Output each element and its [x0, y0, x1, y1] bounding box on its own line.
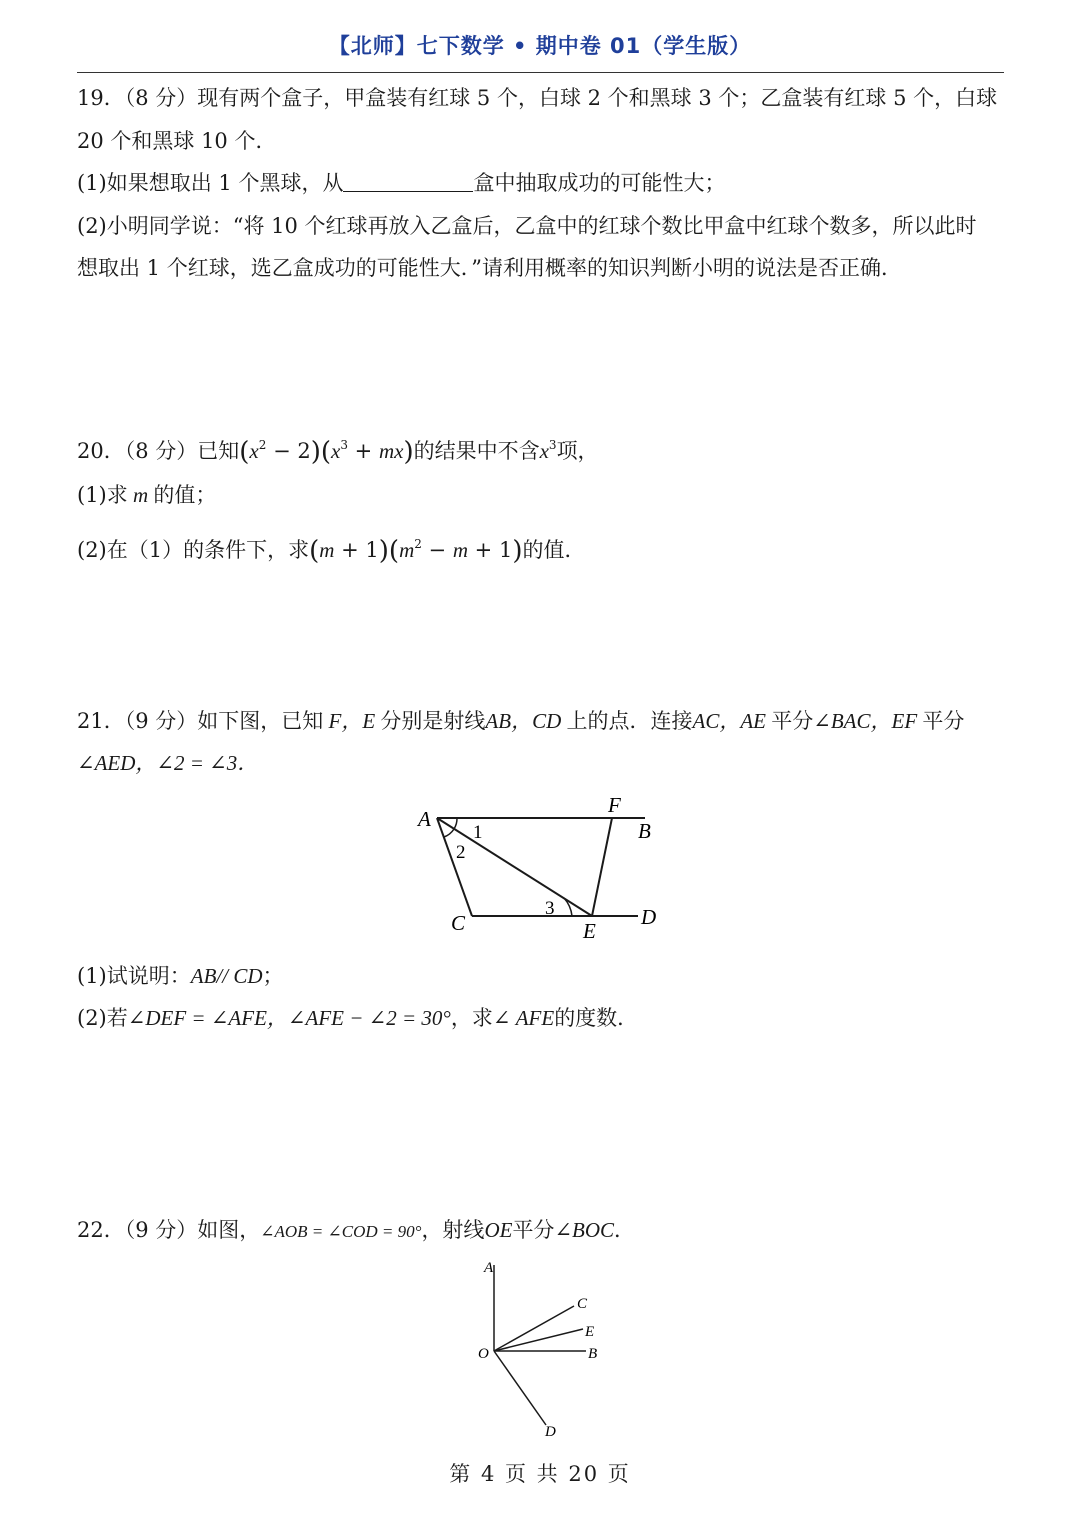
q19-stem-line1: 19．（8 分）现有两个盒子，甲盒装有红球 5 个，白球 2 个和黑球 3 个；乙盒装有红球 5 个，白球	[77, 86, 998, 110]
q21-angle-arc-2	[444, 829, 454, 837]
q19-part1-text-b: 盒中抽取成功的可能性大；	[473, 171, 726, 195]
q22-label-b: B	[588, 1346, 598, 1362]
q21-label-d: D	[641, 905, 657, 929]
q21-part2	[77, 1003, 638, 1033]
q21-part2-e: 的度数．	[554, 1006, 639, 1030]
q20-prefix: 20．（8 分）已知	[77, 439, 240, 463]
q21-stem-line2: ∠AED，∠2 = ∠3．	[77, 751, 259, 775]
q22-text-f: ∠BOC	[554, 1218, 615, 1242]
q20-tail2: 项，	[556, 439, 599, 463]
q19-stem-line2: 20 个和黑球 10 个．	[77, 129, 277, 153]
q21-part2-a: (2)若	[77, 1006, 128, 1030]
q21-stem-line1: 21．（9 分）如下图，已知 F，E 分别是射线AB，CD 上的点．连接AC，AE 平分∠BAC，EF 平分	[77, 709, 965, 733]
q20-part1-a: (1)求	[77, 483, 128, 507]
q21-label-a: A	[418, 807, 431, 831]
q22-text-d: OE	[484, 1218, 513, 1242]
q21-label-e: E	[583, 919, 596, 943]
q20-part2-a: (2)在（1）的条件下，求	[77, 538, 310, 562]
q21-text-e: 平分	[922, 709, 965, 733]
q21-part2-b: ∠DEF = ∠AFE，∠AFE − ∠2 = 30°	[127, 1006, 451, 1030]
q19-part1	[77, 168, 725, 198]
header-divider	[77, 72, 1004, 73]
q20-part1: (1)求 m 的值；	[77, 483, 217, 507]
q21-angle-label-3: 3	[545, 898, 555, 919]
q21-part1-c: ；	[262, 964, 284, 988]
q21-text-d: 平分	[771, 709, 814, 733]
q21-part1-b: AB// CD	[190, 964, 263, 988]
q22-label-a: A	[484, 1260, 494, 1276]
page-header: 【北师】七下数学 • 期中卷 01（学生版）	[328, 34, 752, 58]
q20-stem: 20．（8 分）已知$(x^2 - 2)(x^3 + mx)$的结果中不含$x^3$项，	[77, 437, 599, 467]
q22-label-d: D	[545, 1424, 556, 1440]
q22-ray-oe	[494, 1329, 583, 1351]
q21-text-a: 21．（9 分）如下图，已知	[77, 709, 324, 733]
q22-text-a: 22．（9 分）如图，	[77, 1218, 261, 1242]
q20-part1-b: 的值；	[153, 483, 217, 507]
q21-part1	[77, 961, 284, 991]
q21-label-f: F	[608, 793, 621, 817]
q21-angle-label-1: 1	[473, 822, 483, 843]
q20-part2-expression: $(m + 1)(m^2 - m + 1)$	[309, 536, 523, 566]
q21-figure	[400, 790, 680, 950]
q22-text-b: ∠AOB = ∠COD = 90°	[260, 1222, 422, 1241]
q21-angle-label-2: 2	[456, 842, 466, 863]
q20-part2	[77, 529, 585, 566]
q22-text-c: ，射线	[421, 1218, 485, 1242]
q21-label-c: C	[451, 911, 466, 935]
q22-text-g: ．	[614, 1218, 636, 1242]
q22-label-c: C	[577, 1296, 588, 1312]
q20-expression: $(x^2 - 2)(x^3 + mx)$	[239, 437, 414, 467]
q21-angle-arc-1	[454, 818, 457, 829]
q22-figure	[470, 1255, 620, 1445]
q21-segment-ac	[437, 818, 472, 916]
q21-part1-a: (1)试说明：	[77, 964, 191, 988]
q21-part2-c: ，求	[450, 1006, 493, 1030]
q20-tail: 的结果中不含	[413, 439, 540, 463]
q20-part2-b: 的值．	[522, 538, 586, 562]
q21-text-b: 分别是射线	[380, 709, 486, 733]
q21-label-b: B	[638, 819, 651, 843]
q21-text-c: 上的点．连接	[566, 709, 693, 733]
q22-text-e: 平分	[512, 1218, 555, 1242]
q22-label-e: E	[585, 1324, 595, 1340]
q20-x3: x	[539, 439, 549, 463]
q19-part2-line2: 想取出 1 个红球，选乙盒成功的可能性大．”请利用概率的知识判断小明的说法是否正确．	[77, 256, 902, 280]
page-footer: 第 4 页 共 20 页	[449, 1462, 631, 1486]
q22-ray-oc	[494, 1306, 574, 1351]
q22-label-o: O	[478, 1346, 489, 1362]
q19-part1-text-a: (1)如果想取出 1 个黑球，从	[77, 171, 344, 195]
q21-segment-ef	[592, 818, 612, 916]
q21-segment-ae	[437, 818, 592, 916]
q19-answer-blank[interactable]	[343, 169, 473, 192]
q21-part2-d: ∠ AFE	[492, 1006, 555, 1030]
q22-ray-od	[494, 1351, 546, 1425]
q22-stem	[77, 1215, 635, 1247]
q19-part2-line1: (2)小明同学说：“将 10 个红球再放入乙盒后，乙盒中的红球个数比甲盒中红球个数多，所以此时	[77, 214, 977, 238]
